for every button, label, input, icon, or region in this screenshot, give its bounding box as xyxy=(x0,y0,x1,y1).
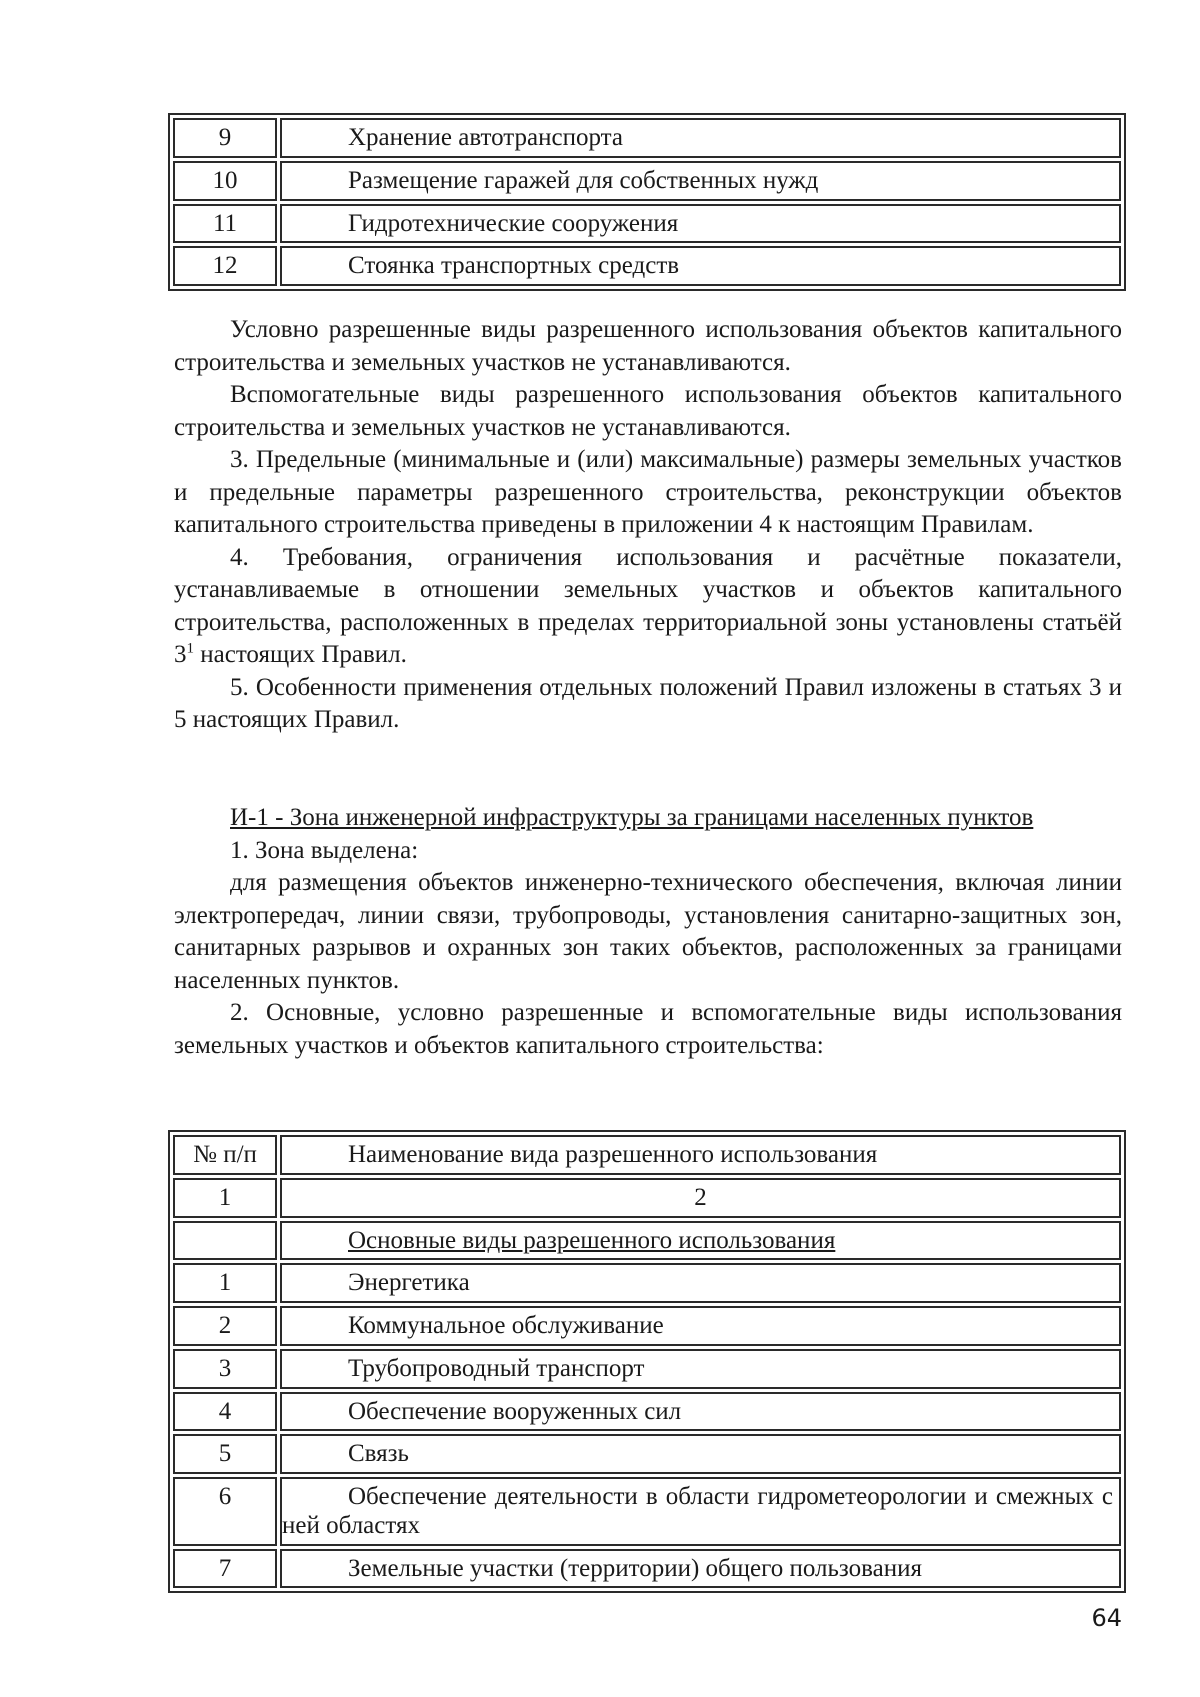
row-number: 4 xyxy=(173,1392,277,1432)
column-number-row xyxy=(173,1178,1121,1218)
header-number: № п/п xyxy=(173,1135,277,1175)
row-number: 2 xyxy=(173,1306,277,1346)
permitted-uses-table xyxy=(168,1130,1126,1593)
row-number: 12 xyxy=(173,246,277,286)
row-number: 9 xyxy=(173,118,277,158)
table-row xyxy=(173,118,1121,158)
row-number: 10 xyxy=(173,161,277,201)
paragraph: 1. Зона выделена: xyxy=(230,836,419,864)
paragraph-text: настоящих Правил. xyxy=(194,641,407,668)
table-row xyxy=(173,1306,1121,1346)
group-title: Основные виды разрешенного использования xyxy=(280,1221,1121,1261)
superscript: 1 xyxy=(186,640,194,657)
table-row xyxy=(173,1263,1121,1303)
column-number: 2 xyxy=(280,1178,1121,1218)
row-number: 5 xyxy=(173,1434,277,1474)
use-name: Размещение гаражей для собственных нужд xyxy=(280,161,1121,201)
table-row xyxy=(173,204,1121,244)
table-row xyxy=(173,1349,1121,1389)
row-number: 11 xyxy=(173,204,277,244)
use-name: Обеспечение деятельности в области гидрометеорологии и смежных с ней областях xyxy=(280,1477,1121,1546)
zone-heading: И-1 - Зона инженерной инфраструктуры за границами населенных пунктов xyxy=(230,804,1034,831)
permitted-uses-table-continued xyxy=(168,113,1126,291)
use-name: Гидротехнические сооружения xyxy=(280,204,1121,244)
use-name: Стоянка транспортных средств xyxy=(280,246,1121,286)
paragraph: Вспомогательные виды разрешенного использования объектов капитального строительства и земельных участков не устанавливаются. xyxy=(174,381,1122,441)
use-name: Связь xyxy=(280,1434,1121,1474)
table-row xyxy=(173,161,1121,201)
table-row xyxy=(173,1549,1121,1589)
table-row xyxy=(173,246,1121,286)
row-number: 1 xyxy=(173,1263,277,1303)
paragraph: для размещения объектов инженерно-технического обеспечения, включая линии электропередач, линии связи, трубопроводы, установления санитарно-защитных зон, санитарных разрывов и охранных зон таких объектов, расположенных за границами населенных пунктов. xyxy=(174,869,1122,994)
column-number: 1 xyxy=(173,1178,277,1218)
paragraph: 2. Основные, условно разрешенные и вспомогательные виды использования земельных участков и объектов капитального строительства: xyxy=(174,999,1122,1059)
paragraph: 3. Предельные (минимальные и (или) максимальные) размеры земельных участков и предельные параметры разрешенного строительства, реконструкции объектов капитального строительства приведены в приложении 4 к настоящим Правилам. xyxy=(174,446,1122,538)
table-row xyxy=(173,1477,1121,1546)
row-number: 6 xyxy=(173,1477,277,1546)
table-row xyxy=(173,1392,1121,1432)
header-name: Наименование вида разрешенного использования xyxy=(280,1135,1121,1175)
empty-cell xyxy=(173,1221,277,1261)
group-row xyxy=(173,1221,1121,1261)
use-name: Энергетика xyxy=(280,1263,1121,1303)
use-name: Хранение автотранспорта xyxy=(280,118,1121,158)
paragraph: Условно разрешенные виды разрешенного использования объектов капитального строительства и земельных участков не устанавливаются. xyxy=(174,316,1122,376)
row-number: 3 xyxy=(173,1349,277,1389)
use-name: Коммунальное обслуживание xyxy=(280,1306,1121,1346)
paragraph-text: 4. Требования, ограничения использования и расчётные показатели, устанавливаемые в отношении земельных участков и объектов капитального строительства, расположенных в пределах территориальной зоны установлены статьёй 3 xyxy=(174,543,1122,668)
use-name: Обеспечение вооруженных сил xyxy=(280,1392,1121,1432)
use-name: Трубопроводный транспорт xyxy=(280,1349,1121,1389)
paragraph: 5. Особенности применения отдельных положений Правил изложены в статьях 3 и 5 настоящих Правил. xyxy=(174,673,1122,733)
section-text-2 xyxy=(174,802,1122,1062)
section-text-1 xyxy=(174,314,1122,737)
page-number: 64 xyxy=(1091,1604,1122,1632)
use-name: Земельные участки (территории) общего пользования xyxy=(280,1549,1121,1589)
table-row xyxy=(173,1434,1121,1474)
paragraph xyxy=(174,542,1122,672)
table-header-row xyxy=(173,1135,1121,1175)
row-number: 7 xyxy=(173,1549,277,1589)
